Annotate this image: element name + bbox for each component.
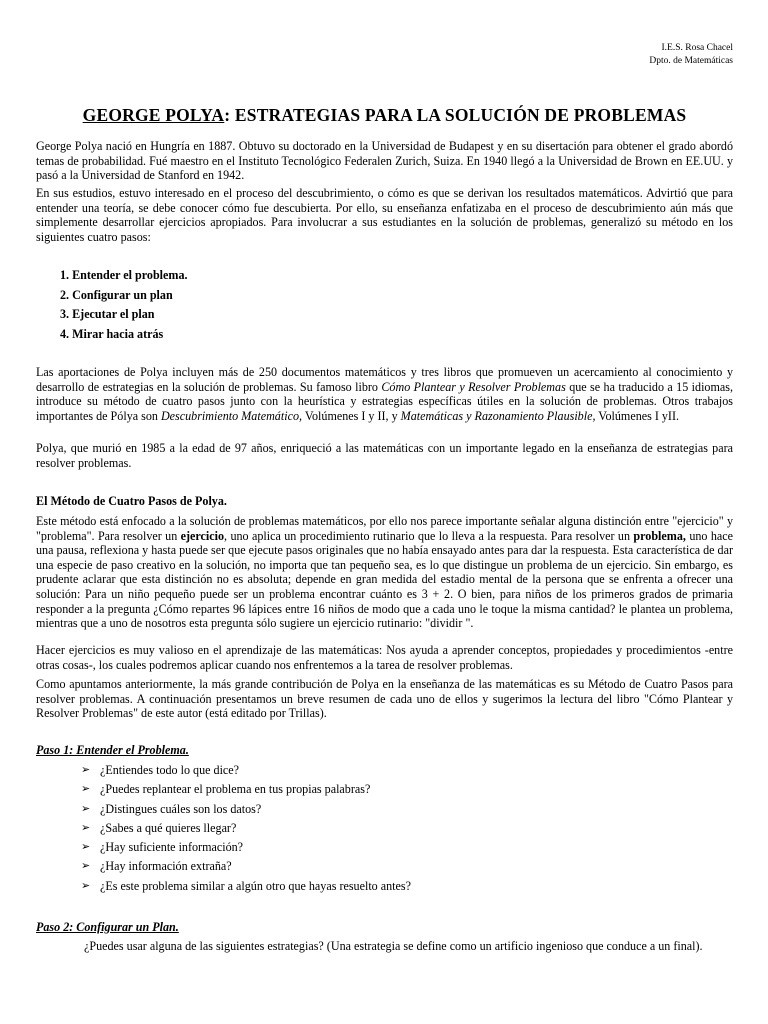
legacy-paragraph: Polya, que murió en 1985 a la edad de 97 años, enriqueció a las matemáticas con un importante legado en la enseñanza de estrategias para resolver problemas. bbox=[36, 441, 733, 470]
step1-questions-list bbox=[81, 763, 411, 898]
method-heading: El Método de Cuatro Pasos de Polya. bbox=[36, 494, 227, 508]
arrow-bullet-icon: ➢ bbox=[81, 783, 91, 796]
question-text: ¿Hay suficiente información? bbox=[100, 840, 244, 855]
intro-paragraph-biography: George Polya nació en Hungría en 1887. Obtuvo su doctorado en la Universidad de Budapest y en su disertación para obtener el grado abordó temas de probabilidad. Fué maestro en el Instituto Tecnológico Federalen Zurich, Suiza. En 1940 llegó a la Universidad de Brown en EE.UU. y pasó a la Universidad de Stanford en 1942. bbox=[36, 139, 733, 183]
intro-paragraph-method: En sus estudios, estuvo interesado en el proceso del descubrimiento, o cómo es que se derivan los resultados matemáticos. Advirtió que para entender una teoría, se debe conocer cómo fue descubierta. Por ello, su enseñanza enfatizaba en el proceso de descubrimiento aún más que simplemente desarrollar ejercicios apropiados. Para involucrar a sus estudiantes en la solución de problemas, generalizó su método en los siguientes cuatro pasos: bbox=[36, 186, 733, 244]
method-paragraph-2: Hacer ejercicios es muy valioso en el aprendizaje de las matemáticas: Nos ayuda a aprender conceptos, propiedades y procedimientos -entre otras cosas-, los cuales podremos aplicar cuando nos enfrentemos a la tarea de resolver problemas. bbox=[36, 643, 733, 672]
list-item bbox=[81, 821, 411, 840]
question-text: ¿Hay información extraña? bbox=[100, 859, 232, 874]
step2-heading: Paso 2: Configurar un Plan. bbox=[36, 920, 179, 934]
title-author: GEORGE POLYA bbox=[82, 105, 225, 125]
question-text: ¿Entiendes todo lo que dice? bbox=[100, 763, 240, 777]
contributions-paragraph bbox=[36, 365, 733, 423]
arrow-bullet-icon: ➢ bbox=[81, 821, 91, 834]
book-title-1: Cómo Plantear y Resolver Problemas bbox=[381, 379, 566, 394]
method-text-a: Este método está enfocado a la solución de problemas matemáticos, por ello nos parece importante señalar alguna distinción entre "ejercicio" y "problema". Para resolver un bbox=[36, 514, 733, 543]
list-item bbox=[81, 840, 411, 859]
contrib-text-g: Volúmenes I yII. bbox=[595, 408, 680, 423]
term-problema: problema, bbox=[633, 528, 686, 543]
contrib-text-c: que se ha traducido a 15 idiomas, introduce su método de cuatro pasos junto con la heurística y estrategias específicas útiles en la solución de problemas. Otros trabajos importantes de Pólya son bbox=[36, 379, 733, 423]
department-name: Dpto. de Matemáticas bbox=[649, 56, 733, 66]
list-item bbox=[81, 763, 411, 782]
method-text-e: uno hace una pausa, reflexiona y hasta puede ser que ejecute pasos originales que no había ensayado antes para dar la respuesta. Esta característica de dar una especie de paso creativo en la solución, no importa que tan pequeño sea, es lo que distingue un problema de un ejercicio. Sin embargo, es prudente aclarar que esta distinción no es absoluta; depende en gran medida del estadio mental de la persona que se enfrenta a ofrecer una solución: Para un niño pequeño puede ser un problema encontrar cuánto es 3 + 2. O bien, para niños de los primeros grados de primaria responder a la pregunta ¿Cómo repartes 96 lápices entre 16 niños de modo que a cada uno le toque la misma cantidad? le plantea un problema, mientras que a uno de nosotros esta pregunta sólo sugiere un ejercicio rutinario: "dividir ". bbox=[36, 528, 733, 631]
step2-paragraph: ¿Puedes usar alguna de las siguientes estrategias? (Una estrategia se define como un artificio ingenioso que conduce a un final). bbox=[84, 939, 703, 953]
step-item: 1. Entender el problema. bbox=[60, 268, 188, 282]
document-title bbox=[36, 105, 733, 126]
arrow-bullet-icon: ➢ bbox=[81, 841, 91, 854]
arrow-bullet-icon: ➢ bbox=[81, 764, 91, 776]
title-subject: : ESTRATEGIAS PARA LA SOLUCIÓN DE PROBLEMAS bbox=[224, 105, 687, 125]
page-header bbox=[649, 42, 733, 68]
contrib-text-a: Las aportaciones de Polya incluyen más de 250 documentos matemáticos y tres libros que promueven un acercamiento al conocimiento y desarrollo de estrategias en la solución de problemas. Su famoso libro bbox=[36, 365, 733, 394]
list-item bbox=[81, 782, 411, 801]
arrow-bullet-icon: ➢ bbox=[81, 802, 91, 815]
method-text-c: , uno aplica un procedimiento rutinario que lo lleva a la respuesta. Para resolver un bbox=[224, 528, 634, 543]
arrow-bullet-icon: ➢ bbox=[81, 860, 91, 873]
step-item: 3. Ejecutar el plan bbox=[60, 307, 155, 321]
step-item: 4. Mirar hacia atrás bbox=[60, 326, 164, 341]
method-paragraph-3: Como apuntamos anteriormente, la más grande contribución de Polya en la enseñanza de las matemáticas es su Método de Cuatro Pasos para resolver problemas. A continuación presentamos un breve resumen de cada uno de ellos y sugerimos la lectura del libro "Cómo Plantear y Resolver Problemas" de este autor (está editado por Trillas). bbox=[36, 677, 733, 721]
school-name: I.E.S. Rosa Chacel bbox=[661, 43, 733, 53]
question-text: ¿Distingues cuáles son los datos? bbox=[100, 801, 262, 816]
method-paragraph-1 bbox=[36, 514, 733, 631]
question-text: ¿Sabes a qué quieres llegar? bbox=[100, 820, 237, 835]
four-steps-list bbox=[60, 268, 188, 346]
book-title-2: Descubrimiento Matemático, bbox=[160, 408, 303, 423]
question-text: ¿Es este problema similar a algún otro que hayas resuelto antes? bbox=[100, 878, 411, 893]
contrib-text-e: Volúmenes I y II, y bbox=[302, 408, 401, 423]
step-item: 2. Configurar un plan bbox=[60, 287, 173, 302]
list-item bbox=[81, 879, 411, 898]
question-text: ¿Puedes replantear el problema en tus propias palabras? bbox=[100, 782, 371, 797]
list-item bbox=[81, 802, 411, 821]
term-ejercicio: ejercicio bbox=[180, 528, 225, 543]
list-item bbox=[81, 859, 411, 878]
step1-heading: Paso 1: Entender el Problema. bbox=[36, 743, 189, 757]
book-title-3: Matemáticas y Razonamiento Plausible, bbox=[400, 408, 596, 423]
arrow-bullet-icon: ➢ bbox=[81, 879, 91, 892]
